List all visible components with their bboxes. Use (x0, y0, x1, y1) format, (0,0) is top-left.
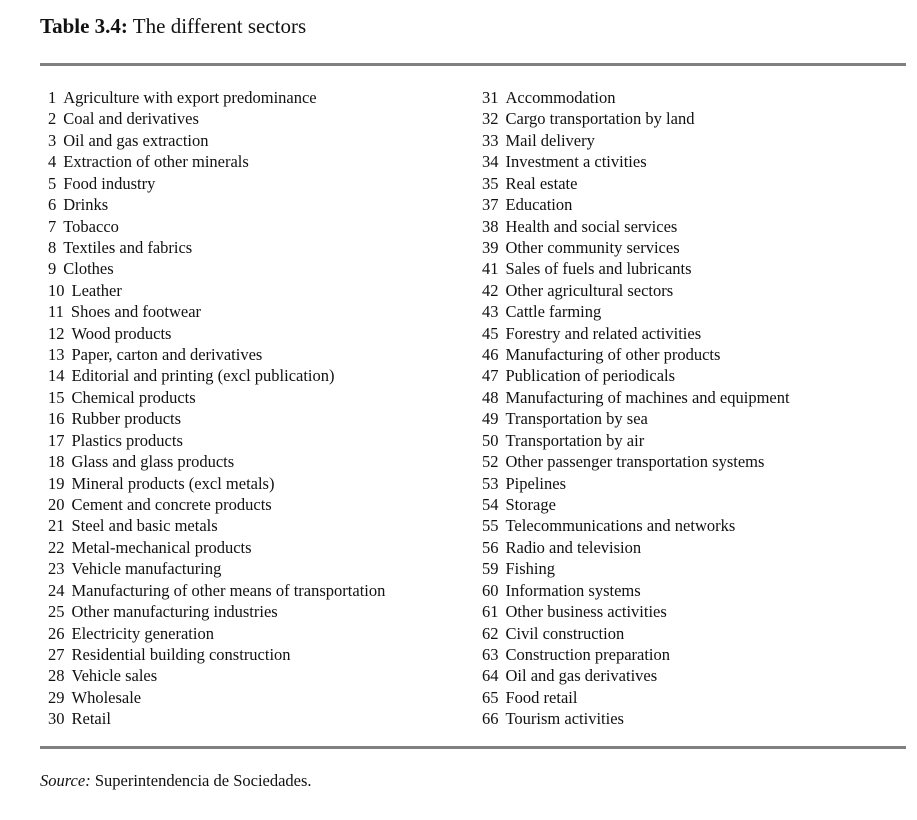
sector-number: 47 (482, 366, 499, 386)
sector-name: Other business activities (505, 602, 667, 622)
sector-row (48, 537, 385, 558)
sector-name: Vehicle sales (71, 666, 158, 686)
sector-number: 4 (48, 152, 57, 172)
sector-name: Transportation by air (505, 430, 645, 450)
sector-number: 30 (48, 709, 65, 729)
table-caption (40, 13, 306, 39)
sector-number: 14 (48, 366, 65, 386)
sector-number: 23 (48, 559, 65, 579)
sector-row (482, 258, 790, 279)
sector-row (482, 451, 790, 472)
sector-row (48, 687, 385, 708)
sector-number: 9 (48, 259, 57, 279)
sector-name: Publication of periodicals (505, 366, 676, 386)
sector-number: 43 (482, 302, 499, 322)
sector-row (48, 344, 385, 365)
sector-name: Information systems (505, 580, 641, 600)
sector-row (48, 473, 385, 494)
sector-name: Civil construction (505, 623, 625, 643)
sector-row (482, 323, 790, 344)
sector-row (48, 87, 385, 108)
sector-row (48, 301, 385, 322)
table-caption-label: Table 3.4: (40, 14, 128, 38)
sector-row (48, 387, 385, 408)
sector-number: 5 (48, 173, 57, 193)
sector-name: Cattle farming (505, 302, 602, 322)
sector-name: Radio and television (505, 537, 642, 557)
sector-row (48, 365, 385, 386)
sector-row (482, 644, 790, 665)
sector-number: 35 (482, 173, 499, 193)
sector-row (48, 130, 385, 151)
sector-number: 12 (48, 323, 65, 343)
sector-name: Metal-mechanical products (71, 537, 252, 557)
sector-name: Manufacturing of other products (505, 345, 721, 365)
sector-number: 24 (48, 580, 65, 600)
sector-number: 49 (482, 409, 499, 429)
sector-name: Editorial and printing (excl publication) (71, 366, 335, 386)
sector-row (48, 108, 385, 129)
sector-number: 2 (48, 109, 57, 129)
sector-number: 60 (482, 580, 499, 600)
source-text: Superintendencia de Sociedades. (94, 771, 312, 790)
sector-row (482, 194, 790, 215)
sector-row (482, 623, 790, 644)
sector-number: 10 (48, 280, 65, 300)
sector-number: 15 (48, 387, 65, 407)
sector-row (48, 323, 385, 344)
sector-number: 63 (482, 644, 499, 664)
sector-name: Paper, carton and derivatives (71, 345, 263, 365)
sector-number: 26 (48, 623, 65, 643)
sector-name: Food retail (505, 687, 578, 707)
sector-row (48, 623, 385, 644)
sector-row (48, 580, 385, 601)
sector-row (482, 494, 790, 515)
sector-name: Retail (71, 709, 111, 729)
sector-name: Coal and derivatives (63, 109, 199, 129)
sector-number: 33 (482, 130, 499, 150)
sector-name: Other agricultural sectors (505, 280, 674, 300)
sector-number: 28 (48, 666, 65, 686)
sector-name: Telecommunications and networks (505, 516, 736, 536)
sector-number: 65 (482, 687, 499, 707)
sector-row (482, 301, 790, 322)
sector-row (48, 173, 385, 194)
sector-number: 13 (48, 345, 65, 365)
sector-number: 6 (48, 195, 57, 215)
sector-row (482, 558, 790, 579)
sector-name: Oil and gas derivatives (505, 666, 658, 686)
sector-number: 56 (482, 537, 499, 557)
sector-name: Drinks (63, 195, 109, 215)
sector-name: Storage (505, 495, 556, 515)
sector-number: 7 (48, 216, 57, 236)
sector-number: 42 (482, 280, 499, 300)
source-note (40, 770, 312, 792)
sector-name: Wood products (71, 323, 172, 343)
sector-number: 38 (482, 216, 499, 236)
sector-name: Manufacturing of other means of transportation (71, 580, 386, 600)
sector-name: Accommodation (505, 88, 616, 107)
sector-number: 25 (48, 602, 65, 622)
sector-name: Residential building construction (71, 644, 291, 664)
table-caption-title: The different sectors (132, 14, 307, 38)
sector-row (48, 237, 385, 258)
sector-name: Education (505, 195, 573, 215)
sector-name: Cargo transportation by land (505, 109, 695, 129)
source-label: Source: (40, 771, 91, 790)
sector-row (482, 687, 790, 708)
sector-number: 48 (482, 387, 499, 407)
sector-row (48, 601, 385, 622)
sector-number: 61 (482, 602, 499, 622)
sector-name: Shoes and footwear (70, 302, 202, 322)
sector-number: 54 (482, 495, 499, 515)
sector-name: Investment a ctivities (505, 152, 647, 172)
sector-number: 46 (482, 345, 499, 365)
sector-number: 18 (48, 452, 65, 472)
sector-number: 50 (482, 430, 499, 450)
sector-number: 11 (48, 302, 64, 322)
sector-column-left (48, 87, 385, 730)
top-rule (40, 63, 906, 66)
sector-name: Other passenger transportation systems (505, 452, 765, 472)
sector-row (482, 130, 790, 151)
sector-row (482, 601, 790, 622)
sector-number: 17 (48, 430, 65, 450)
sector-name: Mineral products (excl metals) (71, 473, 275, 493)
sector-name: Plastics products (71, 430, 183, 450)
sector-row (48, 451, 385, 472)
sector-row (48, 408, 385, 429)
sector-row (48, 280, 385, 301)
sector-name: Extraction of other minerals (63, 152, 249, 172)
sector-name: Chemical products (71, 387, 196, 407)
sector-row (48, 151, 385, 172)
sector-row (482, 151, 790, 172)
sector-name: Transportation by sea (505, 409, 648, 429)
sector-row (482, 537, 790, 558)
sector-number: 66 (482, 709, 499, 729)
sector-number: 1 (48, 88, 57, 107)
sector-number: 62 (482, 623, 499, 643)
sector-number: 32 (482, 109, 499, 129)
sector-row (48, 430, 385, 451)
sector-number: 41 (482, 259, 499, 279)
sector-name: Clothes (63, 259, 114, 279)
sector-name: Rubber products (71, 409, 182, 429)
sector-row (48, 258, 385, 279)
sector-row (482, 665, 790, 686)
sector-number: 31 (482, 88, 499, 107)
sector-number: 37 (482, 195, 499, 215)
sector-number: 45 (482, 323, 499, 343)
sector-row (482, 473, 790, 494)
sector-name: Oil and gas extraction (63, 130, 209, 150)
sector-number: 64 (482, 666, 499, 686)
sector-number: 21 (48, 516, 65, 536)
sector-name: Agriculture with export predominance (63, 88, 317, 107)
sector-number: 3 (48, 130, 57, 150)
sector-number: 53 (482, 473, 499, 493)
sector-number: 22 (48, 537, 65, 557)
sector-row (48, 216, 385, 237)
sector-row (48, 665, 385, 686)
sector-row (48, 194, 385, 215)
sector-row (48, 494, 385, 515)
sector-name: Manufacturing of machines and equipment (505, 387, 790, 407)
sector-column-right (482, 87, 790, 730)
sector-number: 19 (48, 473, 65, 493)
sector-number: 29 (48, 687, 65, 707)
sector-number: 59 (482, 559, 499, 579)
sector-row (48, 558, 385, 579)
sector-row (48, 515, 385, 536)
sector-number: 27 (48, 644, 65, 664)
sector-name: Vehicle manufacturing (71, 559, 222, 579)
sector-row (482, 173, 790, 194)
sector-name: Wholesale (71, 687, 142, 707)
sector-row (482, 108, 790, 129)
sector-row (482, 87, 790, 108)
sector-name: Forestry and related activities (505, 323, 702, 343)
sector-name: Leather (71, 280, 122, 300)
sector-name: Tourism activities (505, 709, 624, 729)
sector-row (482, 344, 790, 365)
sector-name: Mail delivery (505, 130, 595, 150)
sector-number: 20 (48, 495, 65, 515)
sector-row (48, 708, 385, 729)
sector-number: 39 (482, 237, 499, 257)
sector-row (482, 708, 790, 729)
sector-name: Real estate (505, 173, 578, 193)
sector-row (482, 515, 790, 536)
sector-name: Other manufacturing industries (71, 602, 278, 622)
sector-row (482, 580, 790, 601)
sector-number: 52 (482, 452, 499, 472)
sector-name: Food industry (63, 173, 156, 193)
sector-name: Other community services (505, 237, 680, 257)
sector-name: Cement and concrete products (71, 495, 272, 515)
sector-number: 8 (48, 237, 57, 257)
sector-number: 34 (482, 152, 499, 172)
sector-name: Electricity generation (71, 623, 214, 643)
sector-name: Sales of fuels and lubricants (505, 259, 692, 279)
sector-row (482, 430, 790, 451)
sector-row (482, 237, 790, 258)
sector-name: Health and social services (505, 216, 678, 236)
sector-name: Tobacco (63, 216, 119, 236)
sector-name: Construction preparation (505, 644, 671, 664)
sector-row (482, 408, 790, 429)
sector-row (48, 644, 385, 665)
sector-row (482, 216, 790, 237)
sector-name: Glass and glass products (71, 452, 235, 472)
bottom-rule (40, 746, 906, 749)
sector-name: Fishing (505, 559, 556, 579)
sector-row (482, 387, 790, 408)
sector-number: 55 (482, 516, 499, 536)
sector-row (482, 365, 790, 386)
sector-row (482, 280, 790, 301)
sector-name: Steel and basic metals (71, 516, 218, 536)
sector-name: Textiles and fabrics (63, 237, 193, 257)
sector-name: Pipelines (505, 473, 566, 493)
sector-number: 16 (48, 409, 65, 429)
